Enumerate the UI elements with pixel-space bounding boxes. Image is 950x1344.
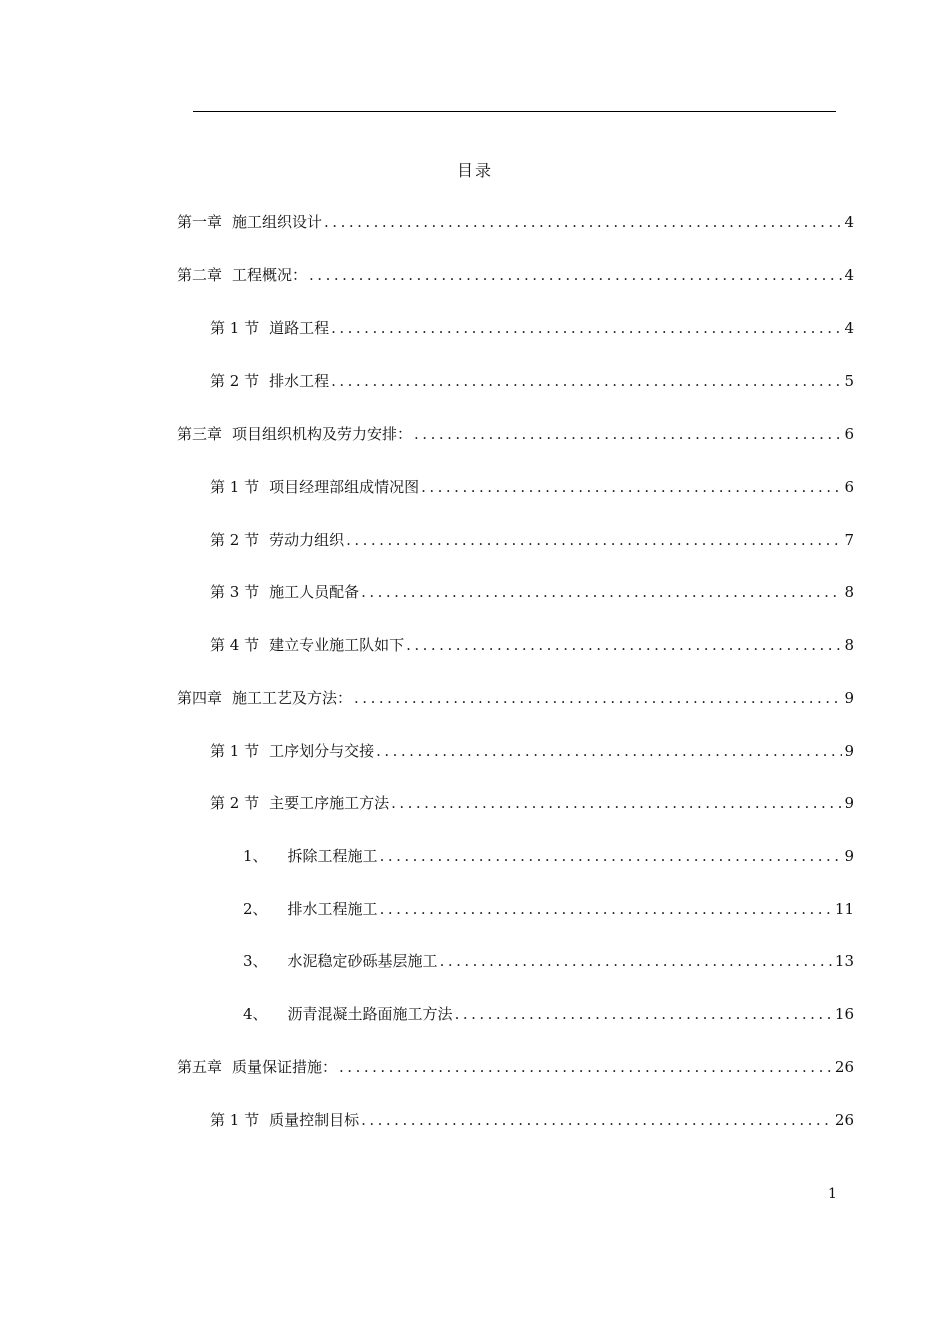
- toc-entry-title: 道路工程: [269, 319, 330, 337]
- toc-entry-page: 4: [844, 319, 854, 337]
- toc-entry-title: 沥青混凝土路面施工方法: [287, 1005, 453, 1023]
- dot-leader: [391, 791, 842, 815]
- toc-entry-subsection[interactable]: [243, 897, 854, 921]
- toc-entry-subsection[interactable]: [243, 844, 854, 868]
- toc-entry-page: 7: [844, 531, 854, 549]
- toc-entry-page: 4: [844, 266, 854, 284]
- toc-entry-page: 9: [844, 794, 854, 812]
- dot-leader: [361, 1108, 833, 1132]
- toc-entry-chapter-2[interactable]: [177, 263, 854, 287]
- header-rule: [193, 111, 836, 112]
- toc-title: 目录: [456, 161, 493, 180]
- toc-entry-section[interactable]: [210, 475, 854, 499]
- toc-entry-title: 拆除工程施工: [287, 847, 378, 865]
- dot-leader: [339, 1055, 833, 1079]
- toc-entry-section[interactable]: [210, 369, 854, 393]
- toc-entry-subsection[interactable]: [243, 1002, 854, 1026]
- toc-entry-title: 施工组织设计: [232, 213, 323, 231]
- toc-entry-number: 4、: [243, 1005, 268, 1023]
- page-number: 1: [828, 1186, 837, 1202]
- toc-entry-page: 8: [844, 583, 854, 601]
- toc-entry-number: 1、: [243, 847, 268, 865]
- dot-leader: [354, 686, 842, 710]
- toc-entry-title: 质量控制目标: [269, 1111, 360, 1129]
- dot-leader: [331, 316, 842, 340]
- toc-entry-number: 第四章: [177, 689, 223, 707]
- dot-leader: [455, 1002, 833, 1026]
- toc-entry-number: 第五章: [177, 1058, 223, 1076]
- dot-leader: [376, 739, 842, 763]
- toc-entry-title: 工序划分与交接: [269, 742, 375, 760]
- toc-entry-chapter-1[interactable]: [177, 210, 854, 234]
- toc-entry-section[interactable]: [210, 316, 854, 340]
- toc-entry-title: 建立专业施工队如下: [269, 636, 405, 654]
- toc-entry-number: 第 3 节: [210, 583, 260, 601]
- dot-leader: [380, 897, 833, 921]
- dot-leader: [309, 263, 842, 287]
- toc-entry-number: 第 2 节: [210, 531, 260, 549]
- toc-entry-page: 9: [844, 847, 854, 865]
- dot-leader: [406, 633, 842, 657]
- dot-leader: [440, 949, 833, 973]
- toc-entry-chapter-4[interactable]: [177, 686, 854, 710]
- dot-leader: [324, 210, 842, 234]
- toc-entry-title: 施工工艺及方法：: [232, 689, 353, 707]
- toc-entry-page: 9: [844, 689, 854, 707]
- toc-entry-page: 6: [844, 478, 854, 496]
- toc-entry-chapter-5[interactable]: [177, 1055, 854, 1079]
- dot-leader: [414, 422, 842, 446]
- toc-entry-number: 3、: [243, 952, 268, 970]
- toc-entry-section[interactable]: [210, 528, 854, 552]
- toc-entry-section[interactable]: [210, 580, 854, 604]
- toc-entry-page: 6: [844, 425, 854, 443]
- toc-entry-number: 第 1 节: [210, 1111, 260, 1129]
- toc-entry-title: 施工人员配备: [269, 583, 360, 601]
- toc-entry-number: 2、: [243, 900, 268, 918]
- toc-entry-page: 4: [844, 213, 854, 231]
- dot-leader: [331, 369, 842, 393]
- toc-entry-number: 第 2 节: [210, 372, 260, 390]
- toc-entry-page: 8: [844, 636, 854, 654]
- toc-entry-number: 第 4 节: [210, 636, 260, 654]
- dot-leader: [380, 844, 843, 868]
- toc-entry-page: 11: [834, 900, 854, 918]
- toc-entry-page: 26: [834, 1111, 854, 1129]
- toc-entry-section[interactable]: [210, 633, 854, 657]
- toc-entry-title: 质量保证措施：: [232, 1058, 338, 1076]
- toc-entry-number: 第 2 节: [210, 794, 260, 812]
- toc-entry-page: 9: [844, 742, 854, 760]
- toc-entry-title: 项目组织机构及劳力安排：: [232, 425, 413, 443]
- toc-entry-title: 排水工程: [269, 372, 330, 390]
- toc-entry-title: 排水工程施工: [287, 900, 378, 918]
- toc-entry-title: 水泥稳定砂砾基层施工: [287, 952, 438, 970]
- toc-entry-title: 劳动力组织: [269, 531, 345, 549]
- toc-entry-subsection[interactable]: [243, 949, 854, 973]
- toc-entry-number: 第二章: [177, 266, 223, 284]
- toc-entry-section[interactable]: [210, 739, 854, 763]
- dot-leader: [361, 580, 842, 604]
- toc-entry-page: 13: [834, 952, 854, 970]
- toc-entry-section[interactable]: [210, 791, 854, 815]
- toc-entry-page: 5: [844, 372, 854, 390]
- dot-leader: [346, 528, 842, 552]
- toc-entry-number: 第一章: [177, 213, 223, 231]
- toc-entry-title: 工程概况：: [232, 266, 308, 284]
- toc-entry-page: 16: [834, 1005, 854, 1023]
- toc-entry-number: 第 1 节: [210, 478, 260, 496]
- toc-entry-page: 26: [834, 1058, 854, 1076]
- toc-entry-number: 第 1 节: [210, 742, 260, 760]
- toc-entry-title: 项目经理部组成情况图: [269, 478, 420, 496]
- toc-entry-number: 第三章: [177, 425, 223, 443]
- dot-leader: [421, 475, 842, 499]
- toc-entry-title: 主要工序施工方法: [269, 794, 390, 812]
- toc-entry-section[interactable]: [210, 1108, 854, 1132]
- toc-entry-chapter-3[interactable]: [177, 422, 854, 446]
- toc-entry-number: 第 1 节: [210, 319, 260, 337]
